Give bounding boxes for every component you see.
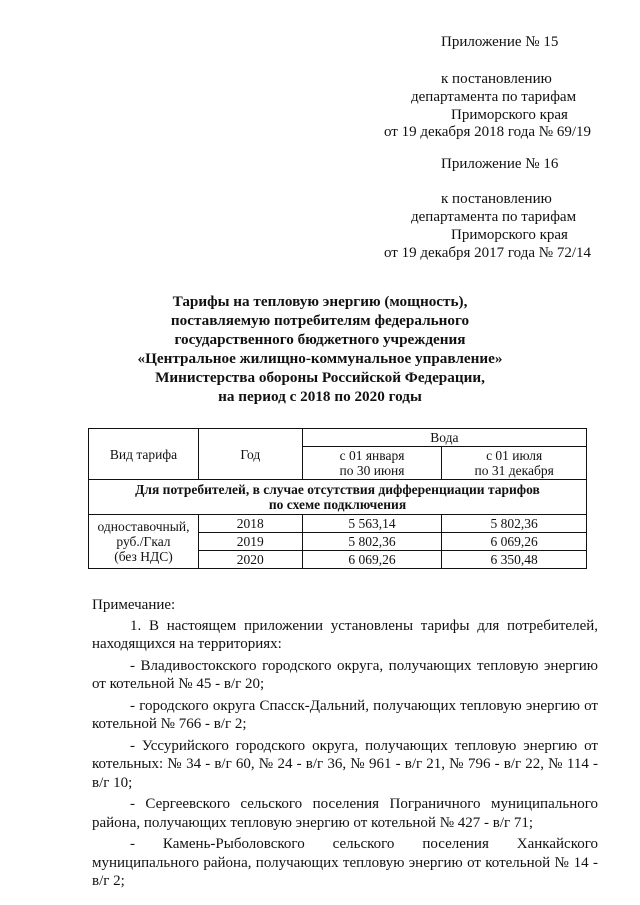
title-line-3: государственного бюджетного учреждения [174,331,466,348]
header-period-1: с 01 января по 30 июня [302,447,442,480]
note-item: - городского округа Спасск-Дальний, получающих тепловую энергию от котельной № 766 - в/г 2; [92,697,598,732]
year-cell: 2019 [198,533,302,551]
group-heading: Для потребителей, в случае отсутствия дифференциации тарифов по схеме подключения [89,480,587,515]
value-h2-cell: 5 802,36 [442,515,587,533]
appendix-16-title: Приложение № 16 [441,156,559,172]
tariff-table [88,428,587,569]
title-line-4: «Центральное жилищно-коммунальное управление» [137,350,503,367]
appendix-15-title: Приложение № 15 [441,34,559,50]
value-h1-cell: 6 069,26 [302,551,442,569]
year-cell: 2020 [198,551,302,569]
value-h2-cell: 6 350,48 [442,551,587,569]
value-h2-cell: 6 069,26 [442,533,587,551]
note-item: - Сергеевского сельского поселения Пограничного муниципального района, получающих тепловую энергию от котельной № 427 - в/г 71; [92,796,598,831]
header-water: Вода [302,429,586,447]
appendix-15-line-3: Приморского края [451,107,568,123]
value-h1-cell: 5 563,14 [302,515,442,533]
title-line-6: на период с 2018 по 2020 годы [218,388,422,405]
header-period-2: с 01 июля по 31 декабря [442,447,587,480]
year-cell: 2018 [198,515,302,533]
table-group-row [89,480,587,515]
table-row [89,515,587,533]
tariff-type-cell: одноставочный, руб./Гкал (без НДС) [89,515,199,569]
value-h1-cell: 5 802,36 [302,533,442,551]
note-item: - Камень-Рыболовского сельского поселения Ханкайского муниципального района, получающих тепловую энергию от котельной № 14 - в/г 2; [92,836,598,889]
note-item: 1. В настоящем приложении установлены тарифы для потребителей, находящихся на территориях: [92,617,598,652]
appendix-15-line-2: департамента по тарифам [411,89,577,105]
appendix-16-line-2: департамента по тарифам [411,209,577,225]
note-item: - Уссурийского городского округа, получающих тепловую энергию от котельных: № 34 - в/г 60, № 24 - в/г 36, № 961 - в/г 21, № 796 - в/г 22, № 114 - в/г 10; [92,737,598,791]
header-year: Год [198,429,302,480]
notes-heading: Примечание: [92,597,176,613]
title-line-5: Министерства обороны Российской Федерации, [155,369,485,386]
appendix-16-line-3: Приморского края [451,227,568,243]
note-item: - Владивостокского городского округа, получающих тепловую энергию от котельной № 45 - в/г 20; [92,657,598,692]
title-line-2: поставляемую потребителям федерального [170,312,470,329]
title-line-1: Тарифы на тепловую энергию (мощность), [172,293,468,310]
appendix-15-line-1: к постановлению [441,71,552,87]
table-header-row [89,429,587,447]
appendix-16-line-1: к постановлению [441,191,552,207]
header-tariff-type: Вид тарифа [89,429,199,480]
document-title [90,292,550,406]
appendix-15-line-4: от 19 декабря 2018 года № 69/19 [384,124,592,140]
appendix-16-line-4: от 19 декабря 2017 года № 72/14 [384,245,592,261]
notes-section [92,596,598,894]
